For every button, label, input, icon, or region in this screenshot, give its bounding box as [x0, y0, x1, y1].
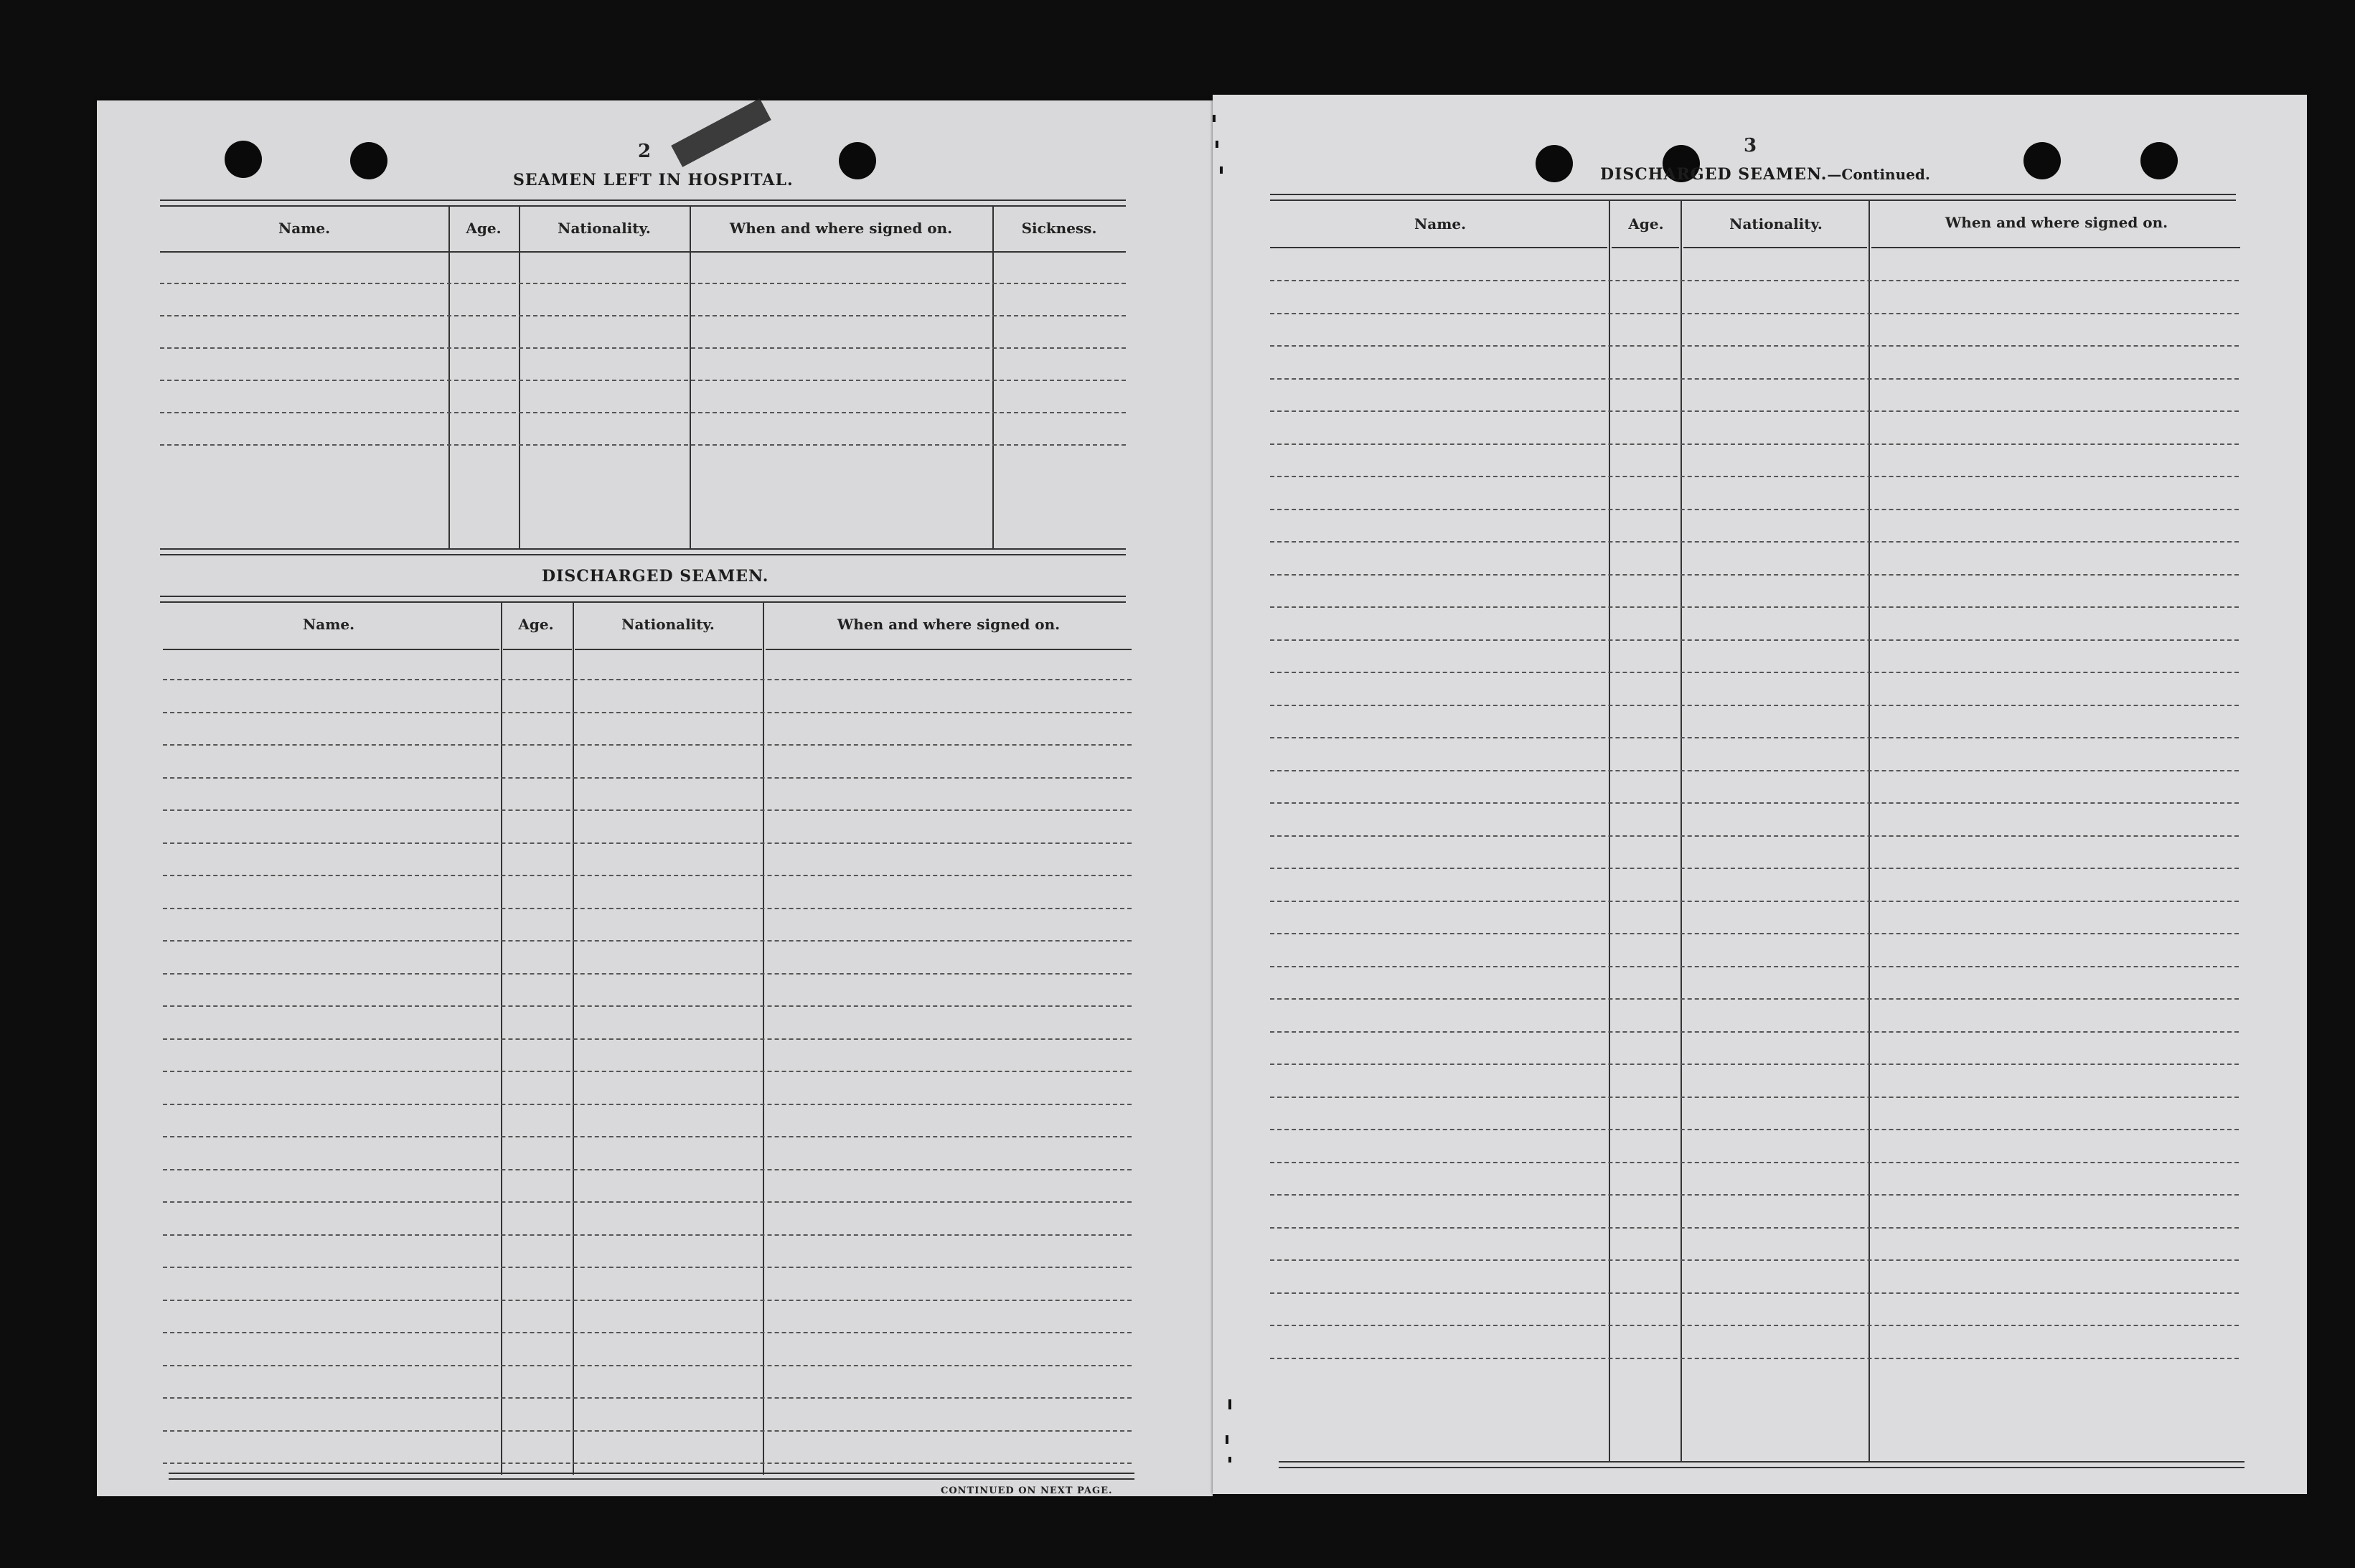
- header-underline: [520, 251, 690, 253]
- column-header-age: Age.: [466, 220, 502, 237]
- blank-entry-line: [163, 875, 1132, 876]
- blank-entry-line: [163, 1397, 1132, 1399]
- column-header-when-where: When and where signed on.: [837, 616, 1061, 633]
- blank-entry-line: [1270, 998, 2239, 1000]
- continued-note: CONTINUED ON NEXT PAGE.: [941, 1485, 1113, 1496]
- section-title-suffix: —Continued.: [1827, 166, 1930, 183]
- blank-entry-line: [163, 777, 1132, 779]
- blank-entry-line: [163, 744, 1132, 746]
- header-underline: [1683, 247, 1867, 248]
- blank-entry-line: [1270, 345, 2239, 347]
- left-form-page: [97, 100, 1213, 1496]
- blank-entry-line: [163, 1104, 1132, 1105]
- page-number: 3: [1744, 135, 1757, 156]
- blank-entry-line: [163, 1332, 1132, 1333]
- blank-entry-line: [1270, 1162, 2239, 1163]
- blank-entry-line: [1270, 1097, 2239, 1098]
- blank-entry-line: [1270, 966, 2239, 967]
- blank-entry-line: [1270, 835, 2239, 837]
- blank-entry-line: [1270, 378, 2239, 380]
- table-top-rule: [1270, 194, 2236, 201]
- hospital-table-top-rule: [160, 199, 1126, 207]
- spine-mark: [1228, 1399, 1231, 1409]
- blank-entry-line: [163, 940, 1132, 942]
- blank-entry-line: [163, 1038, 1132, 1040]
- blank-entry-line: [160, 283, 1126, 284]
- blank-entry-line: [1270, 1064, 2239, 1065]
- column-divider: [1681, 199, 1682, 1463]
- blank-entry-line: [160, 315, 1126, 316]
- blank-entry-line: [163, 809, 1132, 811]
- blank-entry-line: [163, 1005, 1132, 1007]
- punch-hole: [2023, 142, 2061, 179]
- blank-entry-line: [1270, 313, 2239, 314]
- hospital-section-title: SEAMEN LEFT IN HOSPITAL.: [513, 171, 794, 189]
- blank-entry-line: [1270, 901, 2239, 902]
- blank-entry-line: [160, 444, 1126, 446]
- blank-entry-line: [163, 1071, 1132, 1072]
- torn-paper-smudge: [671, 98, 771, 167]
- punch-hole: [225, 141, 262, 178]
- discharged-table-bottom-rule: [169, 1473, 1134, 1480]
- discharged-section-title: DISCHARGED SEAMEN.: [542, 567, 769, 586]
- blank-entry-line: [163, 842, 1132, 844]
- blank-entry-line: [163, 908, 1132, 909]
- blank-entry-line: [163, 712, 1132, 713]
- blank-entry-line: [1270, 639, 2239, 641]
- blank-entry-line: [163, 1365, 1132, 1366]
- blank-entry-line: [1270, 1358, 2239, 1359]
- header-underline: [1612, 247, 1679, 248]
- column-header-when-where: When and where signed on.: [1945, 214, 2168, 231]
- column-divider: [519, 205, 520, 550]
- column-divider: [448, 205, 450, 550]
- blank-entry-line: [163, 1463, 1132, 1464]
- blank-entry-line: [160, 412, 1126, 413]
- discharged-table-top-rule: [160, 596, 1126, 603]
- blank-entry-line: [1270, 1194, 2239, 1196]
- punch-hole: [2140, 142, 2178, 179]
- column-header-name: Name.: [1414, 215, 1467, 233]
- header-underline: [160, 251, 448, 253]
- blank-entry-line: [163, 1201, 1132, 1203]
- header-underline: [1871, 247, 2240, 248]
- blank-entry-line: [1270, 1325, 2239, 1326]
- blank-entry-line: [1270, 476, 2239, 477]
- header-underline: [450, 251, 519, 253]
- column-header-name: Name.: [302, 616, 355, 633]
- blank-entry-line: [163, 973, 1132, 975]
- column-header-nationality: Nationality.: [1729, 215, 1823, 233]
- page-number: 2: [638, 141, 652, 162]
- header-underline: [503, 649, 572, 650]
- header-underline: [163, 649, 499, 650]
- column-header-nationality: Nationality.: [558, 220, 651, 237]
- header-underline: [766, 649, 1132, 650]
- blank-entry-line: [163, 679, 1132, 680]
- spine-mark: [1220, 166, 1223, 174]
- blank-entry-line: [1270, 802, 2239, 804]
- spine-mark: [1213, 115, 1216, 122]
- header-underline: [575, 649, 762, 650]
- header-underline: [691, 251, 992, 253]
- hospital-table-bottom-rule: [160, 548, 1126, 555]
- header-underline: [1270, 247, 1607, 248]
- blank-entry-line: [163, 1136, 1132, 1137]
- section-title-text: DISCHARGED SEAMEN.: [1600, 165, 1828, 184]
- spine-mark: [1216, 141, 1218, 148]
- header-underline: [994, 251, 1126, 253]
- column-divider: [690, 205, 691, 550]
- spine-mark: [1226, 1435, 1228, 1444]
- column-divider: [992, 205, 994, 550]
- blank-entry-line: [1270, 1031, 2239, 1033]
- punch-hole: [350, 142, 387, 179]
- blank-entry-line: [1270, 541, 2239, 543]
- punch-hole: [839, 142, 876, 179]
- column-divider: [1609, 199, 1610, 1463]
- blank-entry-line: [1270, 868, 2239, 869]
- table-bottom-rule: [1279, 1461, 2244, 1468]
- blank-entry-line: [1270, 606, 2239, 608]
- blank-entry-line: [160, 347, 1126, 349]
- column-header-sickness: Sickness.: [1021, 220, 1097, 237]
- blank-entry-line: [1270, 737, 2239, 738]
- blank-entry-line: [1270, 933, 2239, 934]
- blank-entry-line: [1270, 672, 2239, 673]
- blank-entry-line: [1270, 1292, 2239, 1294]
- blank-entry-line: [163, 1300, 1132, 1301]
- column-divider: [1869, 199, 1870, 1463]
- blank-entry-line: [1270, 1129, 2239, 1130]
- blank-entry-line: [1270, 410, 2239, 412]
- column-header-nationality: Nationality.: [621, 616, 715, 633]
- blank-entry-line: [1270, 1227, 2239, 1229]
- column-header-name: Name.: [278, 220, 331, 237]
- blank-entry-line: [1270, 574, 2239, 576]
- punch-hole: [1536, 145, 1573, 182]
- column-header-when-where: When and where signed on.: [729, 220, 953, 237]
- column-header-age: Age.: [1628, 215, 1664, 233]
- blank-entry-line: [163, 1234, 1132, 1236]
- blank-entry-line: [163, 1169, 1132, 1170]
- blank-entry-line: [1270, 770, 2239, 771]
- column-header-age: Age.: [518, 616, 554, 633]
- blank-entry-line: [163, 1267, 1132, 1268]
- blank-entry-line: [1270, 509, 2239, 510]
- blank-entry-line: [1270, 1259, 2239, 1261]
- right-form-page: [1213, 95, 2307, 1494]
- blank-entry-line: [1270, 280, 2239, 281]
- blank-entry-line: [1270, 443, 2239, 445]
- spine-mark: [1228, 1457, 1231, 1463]
- discharged-continued-title: [1600, 165, 1930, 184]
- blank-entry-line: [163, 1430, 1132, 1432]
- blank-entry-line: [1270, 705, 2239, 706]
- blank-entry-line: [160, 380, 1126, 381]
